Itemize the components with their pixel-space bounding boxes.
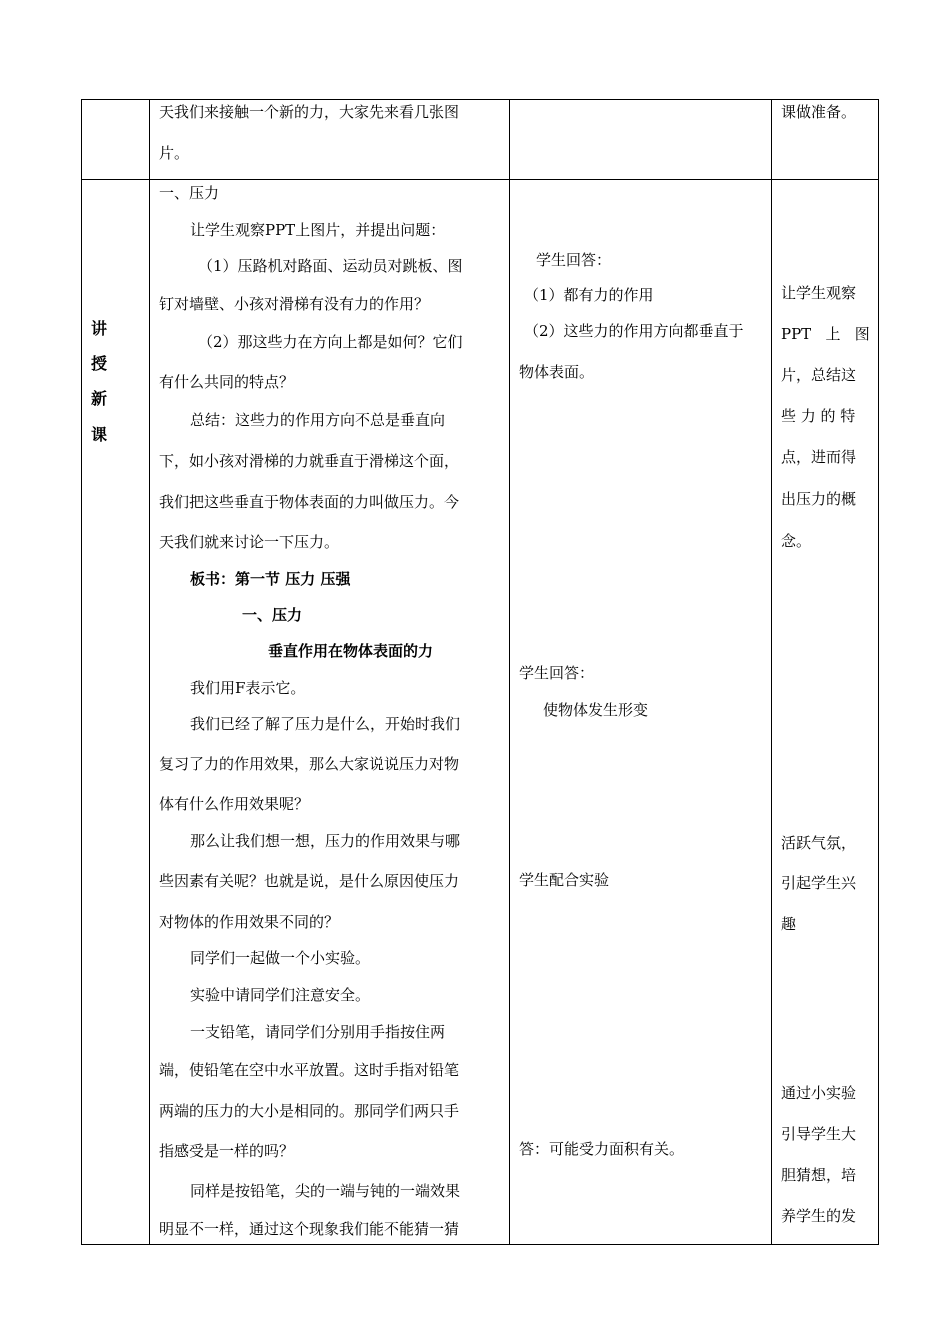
lesson-heading: 一、压力 <box>159 184 220 202</box>
student-text-line: （1）都有力的作用 <box>524 286 654 304</box>
column-divider-3 <box>771 99 772 1245</box>
lesson-text-line: 一支铅笔，请同学们分别用手指按住两 <box>190 1023 446 1041</box>
lesson-text-line: 对物体的作用效果不同的？ <box>159 913 340 931</box>
table-bottom-border <box>81 1244 879 1245</box>
board-subheading: 一、压力 <box>242 606 303 624</box>
row-divider <box>81 179 879 180</box>
intent-text-line: 胆猜想，培 <box>781 1166 857 1184</box>
lesson-text-line: 同样是按铅笔，尖的一端与钝的一端效果 <box>190 1182 461 1200</box>
student-text-line: 学生回答： <box>536 251 612 269</box>
intent-text-line: 点，进而得 <box>781 448 857 466</box>
section-label-char: 讲 <box>91 319 108 338</box>
column-divider-2 <box>509 99 510 1245</box>
lesson-text-line: 总结：这些力的作用方向不总是垂直向 <box>190 411 446 429</box>
intent-text-line: 通过小实验 <box>781 1084 857 1102</box>
lesson-text-line: 明显不一样，通过这个现象我们能不能猜一猜 <box>159 1220 460 1238</box>
intent-text-line: 念。 <box>781 532 812 550</box>
lesson-text-line: 端，使铅笔在空中水平放置。这时手指对铅笔 <box>159 1061 460 1079</box>
lesson-text-line: 下，如小孩对滑梯的力就垂直于滑梯这个面， <box>159 452 460 470</box>
intent-text-line: 些 力 的 特 <box>781 407 856 425</box>
student-text-line: 学生配合实验 <box>519 871 610 889</box>
board-definition: 垂直作用在物体表面的力 <box>268 642 434 660</box>
section-label-char: 课 <box>91 425 108 444</box>
intent-text-line: 让学生观察 <box>781 284 857 302</box>
section-label-char: 新 <box>91 389 108 408</box>
intent-text-line: 趣 <box>781 915 797 933</box>
intent-text-line: 课做准备。 <box>781 103 857 121</box>
column-divider-1 <box>149 99 150 1245</box>
lesson-text-line: 我们已经了解了压力是什么，开始时我们 <box>190 715 461 733</box>
intent-text-line: PPT 上 图 <box>781 325 870 343</box>
lesson-text-line: 让学生观察PPT上图片，并提出问题： <box>190 221 446 239</box>
lesson-text-line: 天我们来接触一个新的力，大家先来看几张图 <box>159 103 460 121</box>
table-right-border <box>878 99 879 1245</box>
lesson-text-line: 指感受是一样的吗？ <box>159 1142 295 1160</box>
intent-text-line: 活跃气氛， <box>781 834 857 852</box>
board-title: 板书：第一节 压力 压强 <box>190 570 351 588</box>
student-text-line: （2）这些力的作用方向都垂直于 <box>524 322 744 340</box>
lesson-text-line: 实验中请同学们注意安全。 <box>190 986 371 1004</box>
lesson-text-line: 那么让我们想一想，压力的作用效果与哪 <box>190 832 461 850</box>
table-left-border <box>81 99 82 1245</box>
intent-text-line: 引导学生大 <box>781 1125 857 1143</box>
lesson-text-line: 有什么共同的特点？ <box>159 373 295 391</box>
student-text-line: 学生回答： <box>519 664 595 682</box>
student-text-line: 物体表面。 <box>519 363 595 381</box>
lesson-text-line: 些因素有关呢？也就是说，是什么原因使压力 <box>159 872 460 890</box>
lesson-text-line: 复习了力的作用效果，那么大家说说压力对物 <box>159 755 460 773</box>
table-top-border <box>81 99 879 100</box>
lesson-text-line: 天我们就来讨论一下压力。 <box>159 533 340 551</box>
lesson-text-line: 片。 <box>159 144 190 162</box>
intent-text-line: 养学生的发 <box>781 1207 857 1225</box>
student-text-line: 使物体发生形变 <box>543 701 649 719</box>
student-text-line: 答：可能受力面积有关。 <box>519 1140 685 1158</box>
lesson-text-line: 体有什么作用效果呢？ <box>159 795 310 813</box>
intent-text-line: 出压力的概 <box>781 490 857 508</box>
lesson-text-line: 我们用F表示它。 <box>190 679 306 697</box>
intent-text-line: 引起学生兴 <box>781 874 857 892</box>
lesson-text-line: 两端的压力的大小是相同的。那同学们两只手 <box>159 1102 460 1120</box>
lesson-text-line: 同学们一起做一个小实验。 <box>190 949 371 967</box>
lesson-question: （2）那这些力在方向上都是如何？它们 <box>198 333 463 351</box>
lesson-question: （1）压路机对路面、运动员对跳板、图 <box>198 257 463 275</box>
section-label-char: 授 <box>91 354 108 373</box>
intent-text-line: 片，总结这 <box>781 366 857 384</box>
lesson-text-line: 我们把这些垂直于物体表面的力叫做压力。今 <box>159 493 460 511</box>
lesson-text-line: 钉对墙壁、小孩对滑梯有没有力的作用？ <box>159 295 430 313</box>
